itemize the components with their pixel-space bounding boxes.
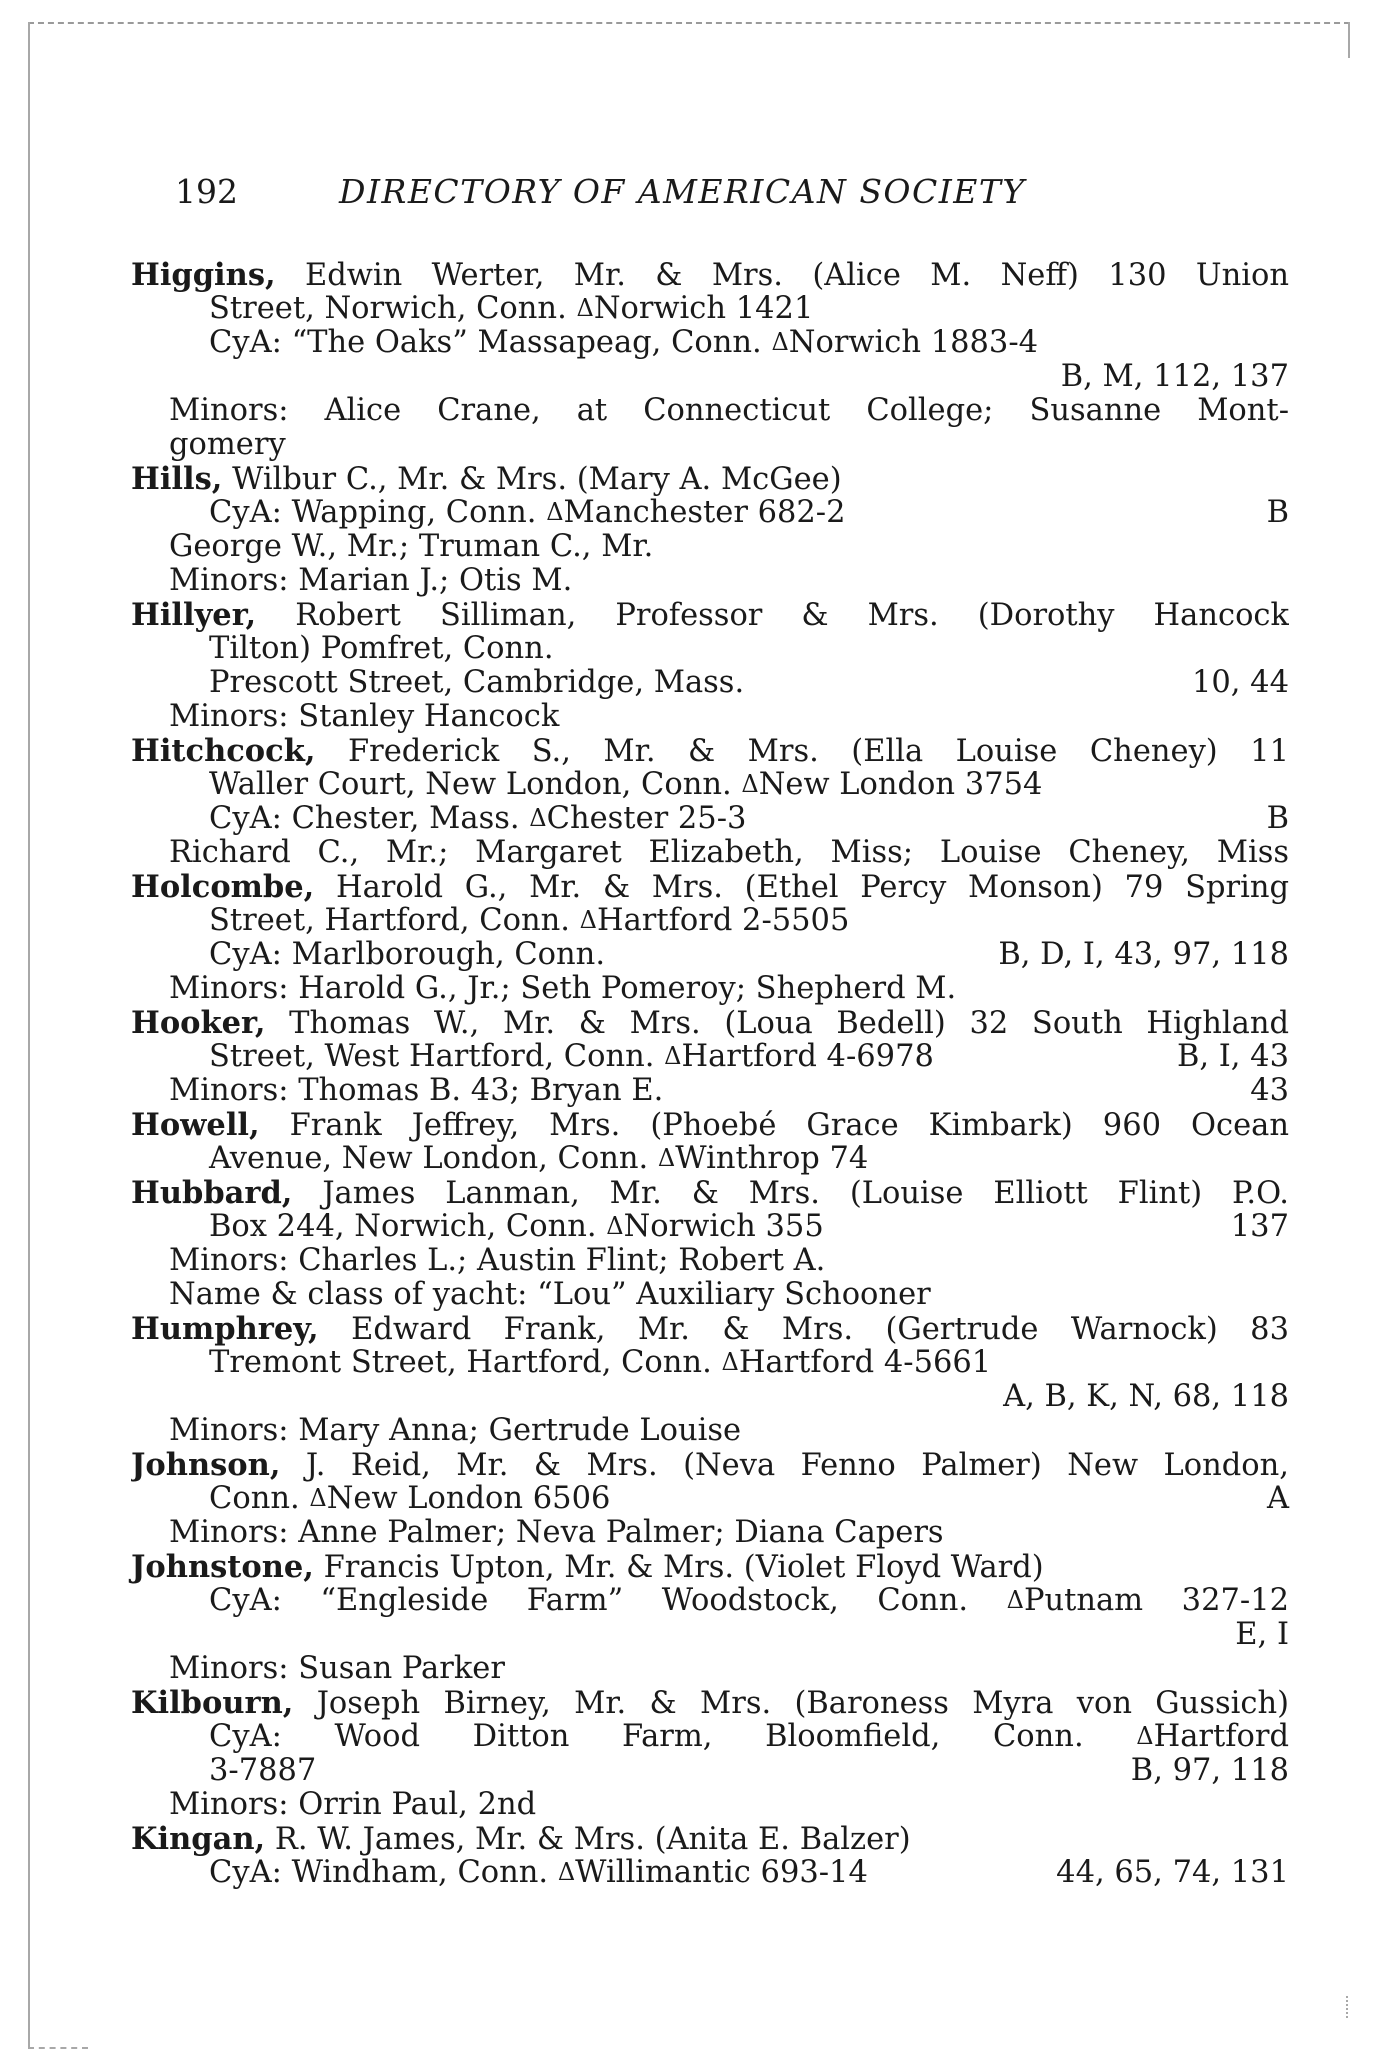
surname: Kilbourn, — [131, 1686, 294, 1720]
entry-line — [131, 360, 1289, 394]
entry-line-text: Minors: Mary Anna; Gertrude Louise — [169, 1413, 742, 1448]
entry-text — [209, 1482, 610, 1517]
telephone-number: Chester 25-3 — [546, 801, 747, 836]
entry-line — [131, 1482, 1289, 1516]
entry-text — [169, 1074, 663, 1108]
entry-text — [209, 802, 746, 837]
entry-line — [131, 1652, 1289, 1686]
entry-line-text: CyA: Windham, Conn. — [209, 1855, 558, 1890]
bell-icon: Δ — [1136, 1722, 1154, 1750]
entry-line-text: Street, Norwich, Conn. — [209, 291, 577, 326]
entry-details: Joseph Birney, Mr. & Mrs. (Baroness Myra von Gussich) — [293, 1686, 1289, 1720]
entry-line — [131, 666, 1289, 700]
telephone-number: Hartford 4-5661 — [738, 1345, 992, 1380]
bell-icon: Δ — [579, 906, 597, 934]
entry-line — [131, 326, 1289, 360]
surname: Holcombe, — [131, 870, 315, 904]
entry-line — [131, 1380, 1289, 1414]
entry-details: R. W. James, Mr. & Mrs. (Anita E. Balzer) — [265, 1822, 911, 1857]
entry-line — [131, 428, 1289, 462]
directory-entries — [131, 258, 1289, 1890]
club-codes: A, B, K, N, 68, 118 — [1003, 1379, 1289, 1414]
entry-line-text: Minors: Marian J.; Otis M. — [169, 563, 573, 598]
entry-line — [131, 1584, 1289, 1618]
entry-headline — [131, 1108, 1289, 1142]
bell-icon: Δ — [1006, 1586, 1024, 1614]
bell-icon: Δ — [664, 1042, 682, 1070]
surname: Hitchcock, — [131, 734, 316, 768]
entry-text — [209, 938, 605, 972]
entry-line — [131, 1210, 1289, 1244]
club-codes: B, I, 43 — [1176, 1039, 1289, 1074]
club-codes: B — [1266, 801, 1289, 836]
entry-line — [131, 530, 1289, 564]
entry-text — [209, 1856, 868, 1891]
bell-icon: Δ — [309, 1484, 327, 1512]
entry-line — [131, 1244, 1289, 1278]
entry-line-text: Waller Court, New London, Conn. — [209, 767, 742, 802]
entry-line — [131, 564, 1289, 598]
surname: Kingan, — [131, 1821, 266, 1857]
bell-icon: Δ — [741, 770, 759, 798]
page-header — [175, 172, 1295, 222]
telephone-number: Winthrop 74 — [675, 1141, 869, 1176]
entry-line-text: CyA: “The Oaks” Massapeag, Conn. — [209, 325, 772, 360]
surname: Higgins, — [131, 258, 276, 292]
entry-line-text: Conn. — [209, 1481, 310, 1516]
telephone-number: Norwich 1421 — [593, 291, 814, 326]
running-title: DIRECTORY OF AMERICAN SOCIETY — [339, 172, 1026, 211]
entry-line — [131, 1346, 1289, 1380]
entry-line-text: Tilton) Pomfret, Conn. — [209, 631, 554, 666]
entry-line-text: CyA: Chester, Mass. — [209, 801, 530, 836]
club-codes: A — [1266, 1481, 1289, 1516]
surname: Hooker, — [131, 1006, 266, 1040]
entry-headline — [131, 1550, 1289, 1584]
entry-text — [209, 1040, 934, 1075]
entry-line-text: Prescott Street, Cambridge, Mass. — [209, 665, 745, 700]
scan-frame-left — [28, 22, 30, 2047]
entry-line — [131, 1856, 1289, 1890]
bell-icon: Δ — [576, 294, 594, 322]
telephone-number: New London 3754 — [758, 767, 1043, 802]
entry-line — [131, 496, 1289, 530]
entry-headline — [131, 1686, 1289, 1720]
entry-headline — [131, 734, 1289, 768]
entry-details: Edward Frank, Mr. & Mrs. (Gertrude Warnock) 83 — [318, 1312, 1289, 1346]
club-codes: 10, 44 — [1191, 665, 1289, 700]
telephone-number: Putnam 327-12 — [1023, 1584, 1289, 1618]
entry-line-text: CyA: Wood Ditton Farm, Bloomfield, Conn. — [209, 1720, 1137, 1754]
surname: Hills, — [131, 461, 223, 497]
entry-line — [131, 632, 1289, 666]
entry-headline — [131, 1822, 1289, 1856]
entry-headline — [131, 1176, 1289, 1210]
entry-line — [131, 938, 1289, 972]
entry-headline — [131, 1312, 1289, 1346]
telephone-number: Hartford — [1153, 1720, 1289, 1754]
telephone-number: Hartford 4-6978 — [681, 1039, 934, 1074]
scan-frame-right — [1348, 22, 1350, 58]
entry-details: Francis Upton, Mr. & Mrs. (Violet Floyd Ward) — [313, 1550, 1044, 1585]
entry-line — [131, 1278, 1289, 1312]
entry-line — [131, 904, 1289, 938]
entry-line-text: Minors: Harold G., Jr.; Seth Pomeroy; Shepherd M. — [169, 971, 957, 1006]
page-number: 192 — [175, 172, 238, 211]
surname: Hubbard, — [131, 1176, 293, 1210]
telephone-number: Willimantic 693-14 — [575, 1855, 868, 1890]
entry-details: Harold G., Mr. & Mrs. (Ethel Percy Monson) 79 Spring — [314, 870, 1289, 904]
scan-mark — [1346, 1996, 1348, 2018]
entry-line — [131, 394, 1289, 428]
bell-icon: Δ — [557, 1858, 576, 1886]
entry-headline — [131, 1448, 1289, 1482]
entry-line-text: Minors: Orrin Paul, 2nd — [169, 1787, 537, 1822]
bell-icon: Δ — [657, 1144, 676, 1172]
entry-line-text: 3-7887 — [209, 1753, 317, 1788]
entry-line-text: George W., Mr.; Truman C., Mr. — [169, 529, 654, 564]
entry-headline — [131, 258, 1289, 292]
scan-frame-top — [28, 22, 1350, 24]
entry-line — [131, 836, 1289, 870]
entry-details: Edwin Werter, Mr. & Mrs. (Alice M. Neff) 130 Union — [275, 258, 1289, 292]
entry-line-text: Street, West Hartford, Conn. — [209, 1039, 665, 1074]
entry-text — [209, 496, 846, 531]
entry-line-text: Minors: Susan Parker — [169, 1651, 505, 1686]
surname: Hillyer, — [131, 598, 257, 632]
entry-text — [209, 1210, 824, 1245]
club-codes: B, D, I, 43, 97, 118 — [998, 937, 1289, 972]
entry-line — [131, 802, 1289, 836]
entry-headline — [131, 462, 1289, 496]
entry-line-text: CyA: “Engleside Farm” Woodstock, Conn. — [209, 1584, 1007, 1618]
entry-line-text: Box 244, Norwich, Conn. — [209, 1209, 607, 1244]
club-codes: B, 97, 118 — [1130, 1753, 1289, 1788]
entry-details: Robert Silliman, Professor & Mrs. (Dorothy Hancock — [256, 598, 1289, 632]
entry-details: Wilbur C., Mr. & Mrs. (Mary A. McGee) — [222, 462, 842, 497]
surname: Johnstone, — [131, 1549, 314, 1585]
bell-icon: Δ — [546, 498, 564, 526]
entry-headline — [131, 870, 1289, 904]
entry-line-text: Street, Hartford, Conn. — [209, 903, 580, 938]
entry-line-text: Minors: Thomas B. 43; Bryan E. — [169, 1073, 664, 1108]
entry-line — [131, 1142, 1289, 1176]
entry-line-text: CyA: Marlborough, Conn. — [209, 937, 606, 972]
entry-details: Frank Jeffrey, Mrs. (Phoebé Grace Kimbark) 960 Ocean — [259, 1108, 1289, 1142]
entry-line-text: Minors: Stanley Hancock — [169, 699, 560, 734]
entry-line — [131, 1074, 1289, 1108]
entry-line — [131, 700, 1289, 734]
club-codes: 137 — [1230, 1209, 1289, 1244]
entry-headline — [131, 598, 1289, 632]
entry-line — [131, 1040, 1289, 1074]
entry-details: Frederick S., Mr. & Mrs. (Ella Louise Cheney) 11 — [315, 734, 1289, 768]
entry-line — [131, 1788, 1289, 1822]
entry-text — [209, 666, 744, 700]
club-codes: E, I — [1235, 1617, 1289, 1652]
entry-headline — [131, 1006, 1289, 1040]
telephone-number: Norwich 1883-4 — [788, 325, 1039, 360]
telephone-number: Hartford 2-5505 — [596, 903, 850, 938]
surname: Johnson, — [131, 1448, 281, 1482]
surname: Howell, — [131, 1108, 260, 1142]
entry-details: Thomas W., Mr. & Mrs. (Loua Bedell) 32 South Highland — [265, 1006, 1289, 1040]
bell-icon: Δ — [721, 1348, 739, 1376]
scan-frame-bottom — [28, 2047, 88, 2049]
entry-line-text: Tremont Street, Hartford, Conn. — [209, 1345, 722, 1380]
club-codes: 43 — [1250, 1073, 1289, 1108]
entry-line — [131, 1516, 1289, 1550]
entry-line — [131, 1618, 1289, 1652]
entry-line — [131, 1720, 1289, 1754]
entry-line — [131, 768, 1289, 802]
entry-text — [209, 1754, 316, 1788]
club-codes: B — [1266, 495, 1289, 530]
entry-line-text: gomery — [169, 427, 286, 462]
entry-line-text: CyA: Wapping, Conn. — [209, 495, 547, 530]
entry-line-text: Richard C., Mr.; Margaret Elizabeth, Miss; Louise Cheney, Miss — [169, 836, 1289, 870]
telephone-number: Manchester 682-2 — [563, 495, 846, 530]
bell-icon: Δ — [529, 804, 547, 832]
entry-line-text: Avenue, New London, Conn. — [209, 1141, 658, 1176]
entry-line — [131, 292, 1289, 326]
club-codes: 44, 65, 74, 131 — [1056, 1855, 1289, 1890]
entry-details: James Lanman, Mr. & Mrs. (Louise Elliott Flint) P.O. — [292, 1176, 1289, 1210]
club-codes: B, M, 112, 137 — [1060, 359, 1289, 394]
entry-details: J. Reid, Mr. & Mrs. (Neva Fenno Palmer) New London, — [280, 1448, 1289, 1482]
entry-line-text: Minors: Charles L.; Austin Flint; Robert A. — [169, 1243, 826, 1278]
entry-line — [131, 972, 1289, 1006]
entry-line-text: Name & class of yacht: “Lou” Auxiliary Schooner — [169, 1277, 931, 1312]
entry-line-text: Minors: Anne Palmer; Neva Palmer; Diana Capers — [169, 1515, 944, 1550]
entry-line — [131, 1414, 1289, 1448]
telephone-number: New London 6506 — [326, 1481, 611, 1516]
bell-icon: Δ — [606, 1212, 624, 1240]
bell-icon: Δ — [771, 328, 789, 356]
entry-line-text: Minors: Alice Crane, at Connecticut College; Susanne Mont- — [169, 394, 1289, 428]
telephone-number: Norwich 355 — [623, 1209, 824, 1244]
surname: Humphrey, — [131, 1312, 319, 1346]
entry-line — [131, 1754, 1289, 1788]
